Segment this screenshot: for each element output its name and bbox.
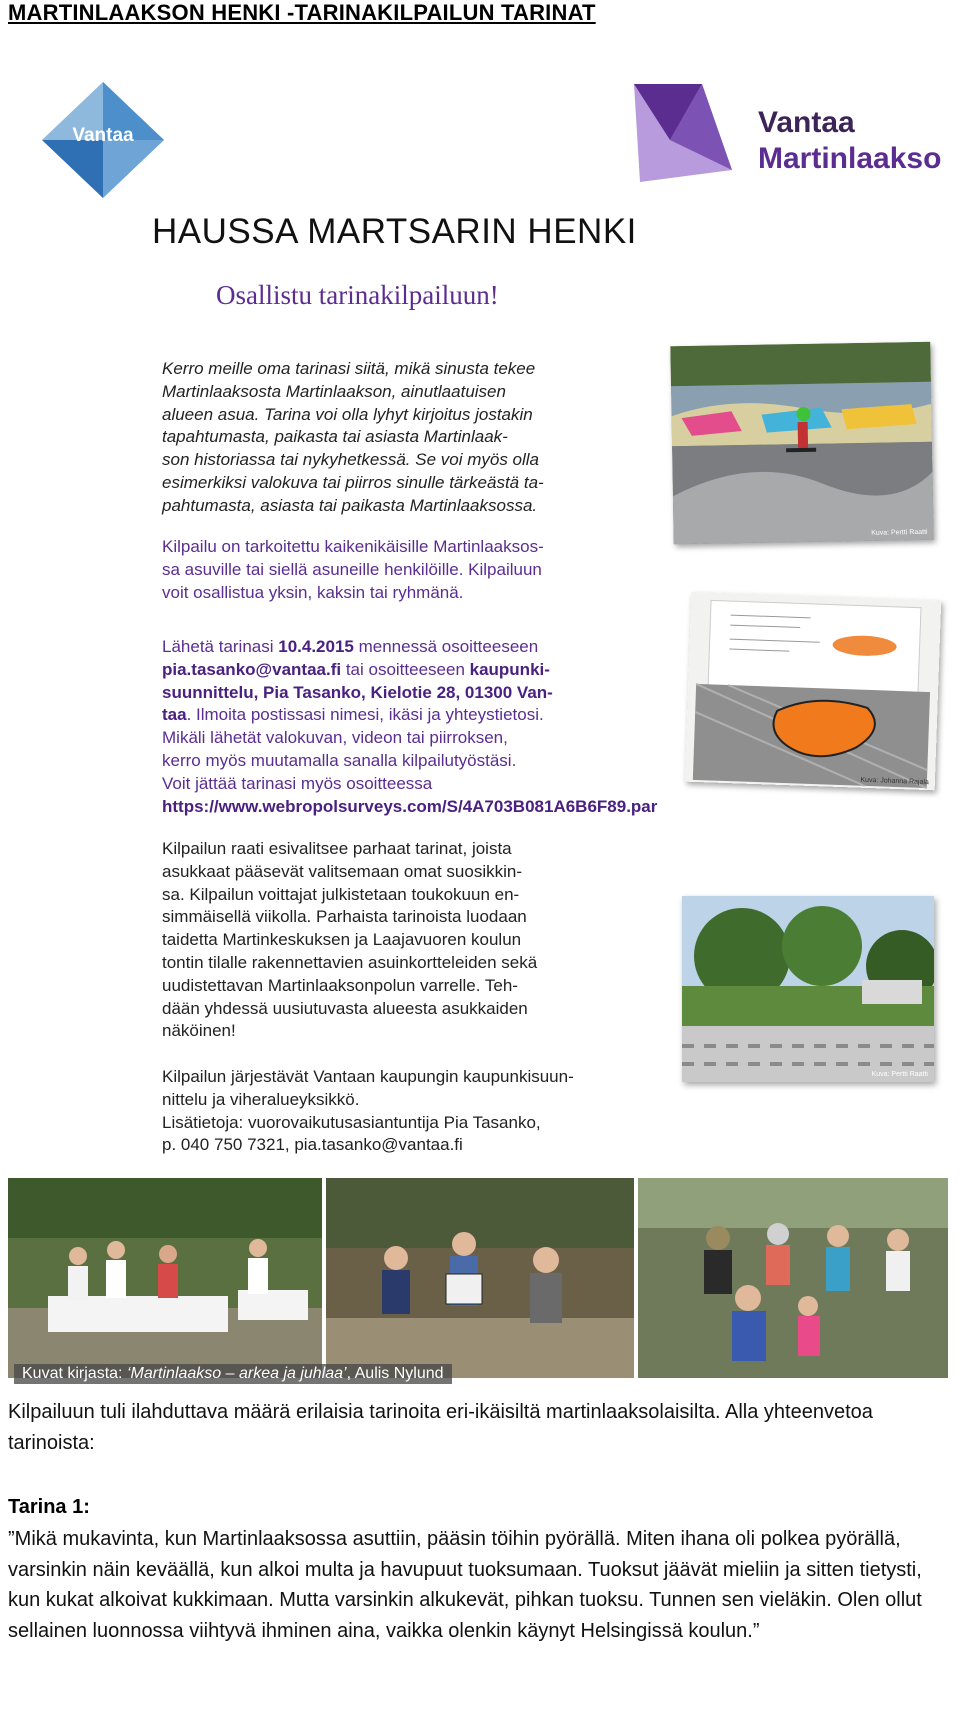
jury-line: dään yhdessä uusiutuvasta alueesta asukkaiden: [162, 998, 528, 1018]
photo-strip-caption: [14, 1364, 452, 1384]
jury-line: asukkaat pääsevät valitsemaan omat suosikkin-: [162, 861, 523, 881]
jury-line: simmäisellä viikolla. Parhaista tarinoista luodaan: [162, 907, 527, 927]
jury-line: uudistettavan Martinlaaksonpolun varrelle. Teh-: [162, 975, 518, 995]
intro-line: tapahtumasta, paikasta tai asiasta Martinlaak-: [162, 427, 508, 447]
contact-email-link[interactable]: pia.tasanko@vantaa.fi: [162, 659, 342, 679]
submission-line: kerro myös muutamalla sanalla kilpailutyöstäsi.: [162, 750, 517, 770]
postal-address-text: taa: [162, 705, 187, 725]
letter-photo-caption: Kuva: Johanna Rajala: [860, 776, 929, 787]
postal-address-text: kaupunki-: [469, 659, 550, 679]
caption-book-title: ‘Martinlaakso – arkea ja juhlaa’: [126, 1365, 347, 1382]
caption-text: , Aulis Nylund: [346, 1365, 444, 1382]
intro-line: pahtumasta, asiasta tai paikasta Martinlaaksossa.: [162, 495, 538, 515]
accordion-musicians-image: [326, 1178, 634, 1378]
document-title: MARTINLAAKSON HENKI -TARINAKILPAILUN TARINAT: [8, 0, 596, 25]
poster-eligibility-paragraph: [162, 536, 638, 604]
summary-intro-paragraph: Kilpailuun tuli ilahduttava määrä erilaisia tarinoita eri-ikäisiltä martinlaaksolaisilta. Alla yhteenvetoa tarinoista:: [8, 1401, 873, 1454]
jury-line: taidetta Martinkeskuksen ja Laajavuoren koulun: [162, 930, 522, 950]
letter-drawing-image: [685, 592, 941, 791]
skatepark-photo: [670, 342, 933, 545]
park-path-image: [682, 896, 934, 1082]
face-painting-children-image: [638, 1178, 948, 1378]
submission-line: Mikäli lähetät valokuvan, videon tai piirroksen,: [162, 728, 508, 748]
postal-address-text: suunnittelu, Pia Tasanko, Kielotie 28, 01300 Van-: [162, 682, 553, 702]
story-text: ”Mikä mukavinta, kun Martinlaaksossa asuttiin, pääsin töihin pyörällä. Miten ihana oli polkea pyörällä, varsinkin näin keväällä, kun alkoi multa ja havupuut tuoksumaan. Tuoksut jäävät mieliin ja sitten tietysti, kun kukat alkoivat kukkimaan. Mutta varsinkin alkukevät, pihkan tuoksu. Tunnen sen vieläkin. Olen ollut sellainen luonnossa viihtyvä ihminen aina, vaikka olenkin käynyt Helsingissä koulun.”: [8, 1528, 922, 1642]
submission-line: [162, 704, 692, 727]
eligibility-line: voit osallistua yksin, kaksin tai ryhmänä.: [162, 582, 464, 602]
poster-subheadline: Osallistu tarinakilpailuun!: [216, 280, 499, 310]
vantaa-logo-text: Vantaa: [72, 125, 134, 146]
jury-line: Kilpailun raati esivalitsee parhaat tarinat, joista: [162, 839, 512, 858]
story-heading: Tarina 1:: [8, 1496, 90, 1518]
festival-photo: [8, 1178, 322, 1378]
organizer-line: Kilpailun järjestävät Vantaan kaupungin kaupunkisuun-: [162, 1067, 574, 1086]
eligibility-line: Kilpailu on tarkoitettu kaikenikäisille Martinlaaksos-: [162, 537, 544, 556]
poster-jury-paragraph: [162, 838, 638, 1043]
survey-url-link[interactable]: [162, 796, 692, 819]
festival-table-image: [8, 1178, 322, 1378]
poster-submission-paragraph: [162, 636, 692, 818]
organizer-line: nittelu ja viheralueyksikkö.: [162, 1089, 360, 1109]
skatepark-image: [670, 342, 933, 545]
logo-text-vantaa: Vantaa: [758, 106, 855, 139]
eligibility-line: sa asuville tai siellä asuneille henkilöille. Kilpailuun: [162, 559, 542, 579]
survey-url-text[interactable]: https://www.webropolsurveys.com/S/4A703B081A6B6F89.par: [162, 796, 658, 816]
park-photo-caption: Kuva: Pertti Raatti: [871, 1071, 928, 1078]
intro-line: son historiassa tai nykyhetkessä. Se voi myös olla: [162, 450, 540, 470]
jury-line: näköinen!: [162, 1021, 236, 1041]
poster-intro-paragraph: [162, 358, 638, 518]
caption-text: Kuvat kirjasta:: [22, 1365, 127, 1382]
intro-line: esimerkiksi valokuva tai piirros sinulle tärkeästä ta-: [162, 472, 544, 492]
deadline-date: 10.4.2015: [278, 637, 354, 656]
jury-line: tontin tilalle rakennettavien asuinkortteleiden sekä: [162, 952, 538, 972]
organizer-line: Lisätietoja: vuorovaikutusasiantuntija Pia Tasanko,: [162, 1112, 541, 1132]
intro-line: Kerro meille oma tarinasi siitä, mikä sinusta tekee: [162, 359, 536, 378]
submission-line: [162, 636, 692, 659]
vantaa-logo: [38, 78, 168, 203]
vantaa-martinlaakso-logo: [628, 78, 942, 188]
letter-drawing-photo: [685, 592, 941, 791]
submission-line: [162, 659, 692, 682]
submission-line: [162, 682, 692, 705]
submission-text: Lähetä tarinasi: [162, 637, 279, 656]
musicians-photo: [326, 1178, 634, 1378]
submission-line: Voit jättää tarinasi myös osoitteessa: [162, 773, 433, 793]
submission-text: . Ilmoita postissasi nimesi, ikäsi ja yhteystietosi.: [186, 705, 544, 725]
martinlaakso-logo-mark-icon: [628, 78, 738, 188]
facepaint-photo: [638, 1178, 948, 1378]
jury-line: sa. Kilpailun voittajat julkistetaan toukokuun en-: [162, 884, 520, 904]
submission-text: tai osoitteeseen: [341, 659, 470, 679]
submission-text: mennessä osoitteeseen: [353, 637, 539, 656]
poster-organizer-paragraph: [162, 1066, 638, 1157]
park-path-photo: [682, 896, 934, 1082]
organizer-line: p. 040 750 7321, pia.tasanko@vantaa.fi: [162, 1135, 463, 1155]
logo-text-martinlaakso: Martinlaakso: [758, 142, 942, 175]
poster-headline: HAUSSA MARTSARIN HENKI: [152, 212, 637, 251]
intro-line: Martinlaaksosta Martinlaakson, ainutlaatuisen: [162, 381, 506, 401]
competition-poster: [8, 58, 948, 1392]
intro-line: alueen asua. Tarina voi olla lyhyt kirjoitus jostakin: [162, 404, 533, 424]
skatepark-photo-caption: Kuva: Pertti Raatti: [871, 528, 928, 537]
